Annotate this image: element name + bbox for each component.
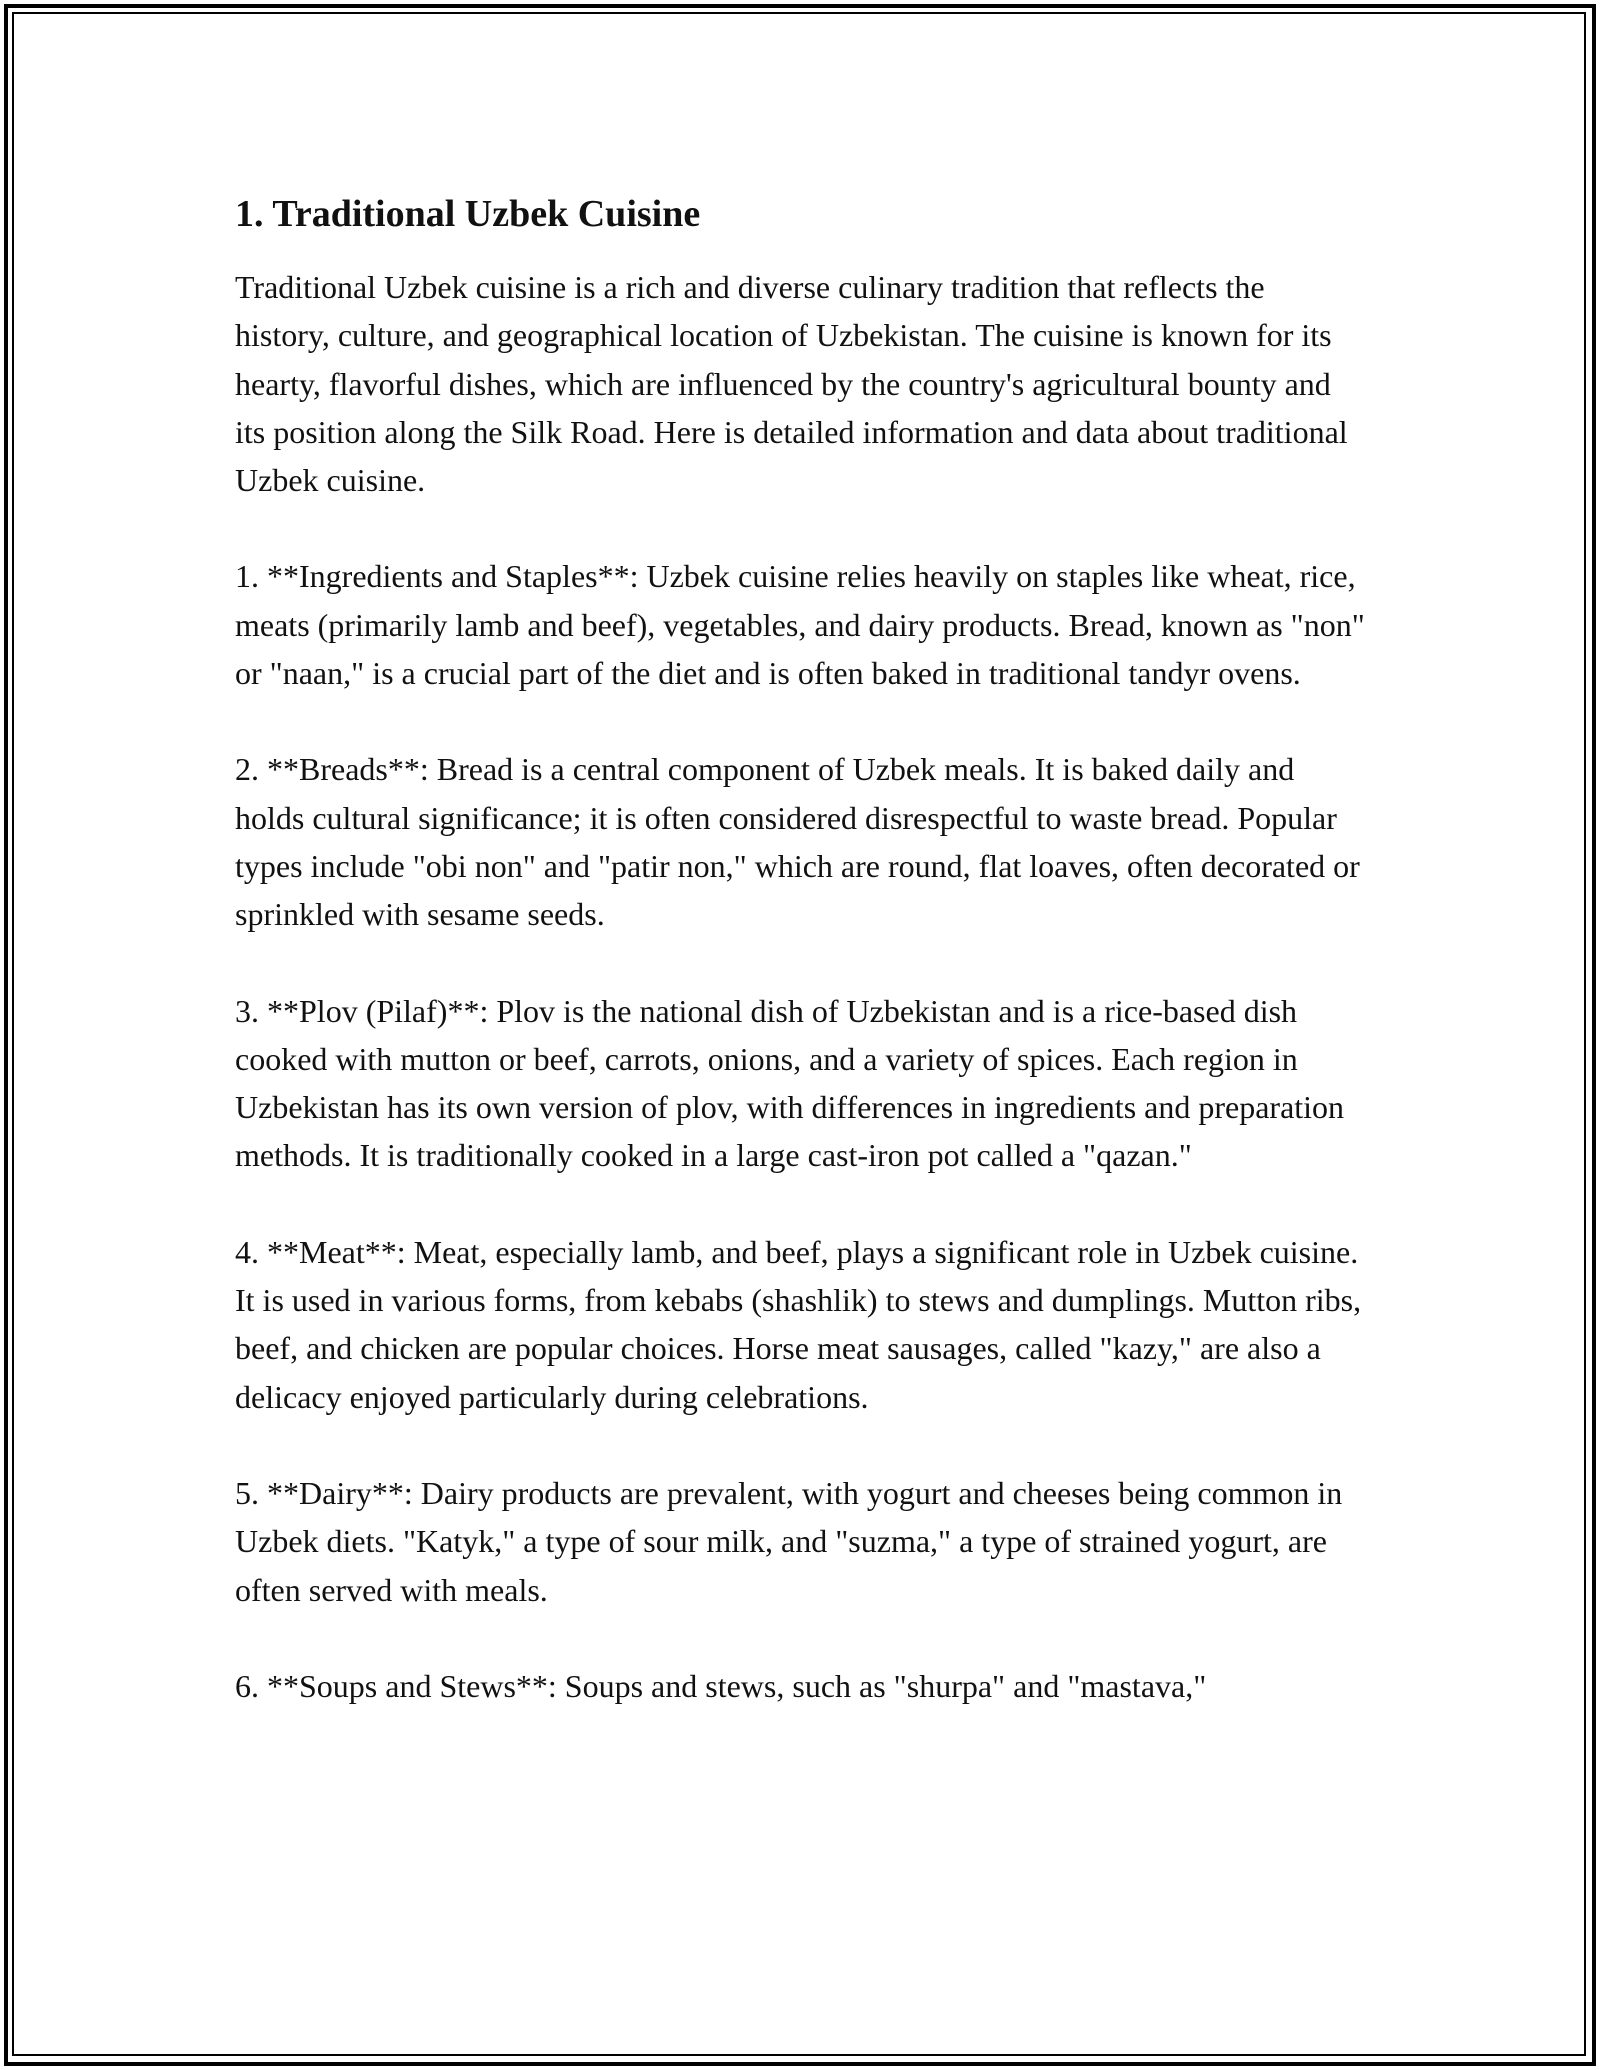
section-heading: 1. Traditional Uzbek Cuisine xyxy=(235,193,701,235)
paragraph-ingredients: 1. **Ingredients and Staples**: Uzbek cuisine relies heavily on staples like wheat, rice, meats (primarily lamb and beef), vegetables, and dairy products. Bread, known as "non" or "naan," is a crucial part of the diet and is often baked in traditional tandyr ovens. xyxy=(235,558,1365,692)
paragraph-dairy: 5. **Dairy**: Dairy products are prevalent, with yogurt and cheeses being common in Uzbek diets. "Katyk," a type of sour milk, and "suzma," a type of strained yogurt, are often served with meals. xyxy=(235,1474,1343,1608)
paragraph-meat: 4. **Meat**: Meat, especially lamb, and beef, plays a significant role in Uzbek cuisine. It is used in various forms, from kebabs (shashlik) to stews and dumplings. Mutton ribs, beef, and chicken are popular choices. Horse meat sausages, called "kazy," are also a delicacy enjoyed particularly during celebrations. xyxy=(235,1233,1362,1415)
paragraph-plov: 3. **Plov (Pilaf)**: Plov is the national dish of Uzbekistan and is a rice-based dish cooked with mutton or beef, carrots, onions, and a variety of spices. Each region in Uzbekistan has its own version of plov, with differences in ingredients and preparation methods. It is traditionally cooked in a large cast-iron pot called a "qazan." xyxy=(235,992,1345,1174)
paragraph-soups: 6. **Soups and Stews**: Soups and stews, such as "shurpa" and "mastava," xyxy=(235,1667,1207,1704)
document-body xyxy=(235,185,1365,1758)
paragraph-breads: 2. **Breads**: Bread is a central component of Uzbek meals. It is baked daily and holds cultural significance; it is often considered disrespectful to waste bread. Popular types include "obi non" and "patir non," which are round, flat loaves, often decorated or sprinkled with sesame seeds. xyxy=(235,751,1360,933)
intro-paragraph: Traditional Uzbek cuisine is a rich and diverse culinary tradition that reflects the history, culture, and geographical location of Uzbekistan. The cuisine is known for its hearty, flavorful dishes, which are influenced by the country's agricultural bounty and its position along the Silk Road. Here is detailed information and data about traditional Uzbek cuisine. xyxy=(235,269,1348,499)
